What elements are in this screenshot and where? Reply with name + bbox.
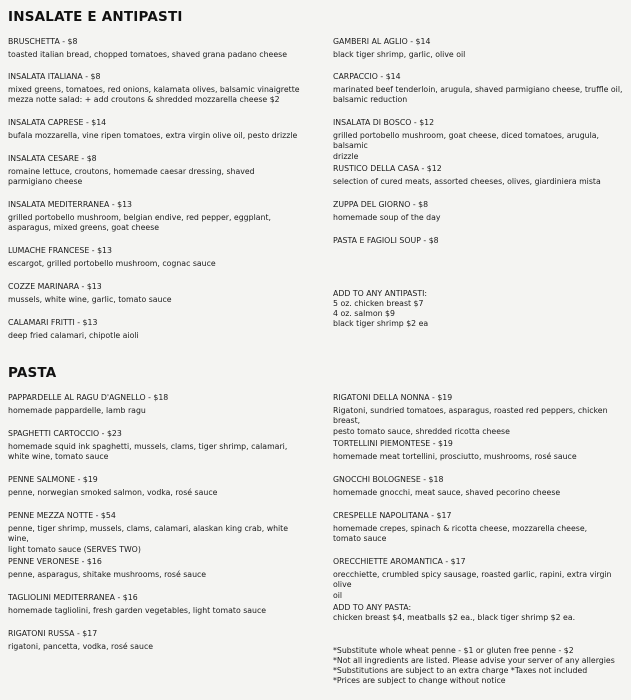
menu-item (333, 475, 625, 498)
section-title-antipasti: INSALATE E ANTIPASTI (8, 9, 183, 25)
footnote: *Substitutions are subject to an extra charge *Taxes not included (333, 666, 588, 675)
item-description: homemade gnocchi, meat sauce, shaved pecorino cheese (333, 487, 561, 497)
item-description: mussels, white wine, garlic, tomato sauce (8, 294, 172, 304)
item-description: romaine lettuce, croutons, homemade caesar dressing, shaved parmigiano cheese (8, 166, 255, 186)
item-description: homemade soup of the day (333, 212, 441, 222)
item-description: rigatoni, pancetta, vodka, rosé sauce (8, 641, 154, 651)
item-name: PASTA E FAGIOLI SOUP - $8 (333, 236, 439, 245)
menu-item (8, 475, 300, 498)
item-description: homemade crepes, spinach & ricotta cheese, mozzarella cheese, tomato sauce (333, 523, 588, 543)
item-description: grilled portobello mushroom, belgian endive, red pepper, eggplant, asparagus, mixed greens, goat cheese (8, 212, 271, 232)
item-description: toasted italian bread, chopped tomatoes, shaved grana padano cheese (8, 49, 287, 59)
menu-item (333, 37, 625, 60)
footnotes (333, 646, 625, 686)
menu-item (333, 557, 625, 601)
item-description: selection of cured meats, assorted cheeses, olives, giardiniera mista (333, 176, 601, 186)
item-description: marinated beef tenderloin, arugula, shaved parmigiano cheese, truffle oil, balsamic reduction (333, 84, 623, 104)
item-description: penne, asparagus, shitake mushrooms, rosé sauce (8, 569, 207, 579)
menu-item (333, 236, 625, 247)
item-name: BRUSCHETTA - $8 (8, 37, 78, 46)
menu-item (8, 72, 300, 106)
item-description: black tiger shrimp, garlic, olive oil (333, 49, 466, 59)
menu-item (8, 511, 300, 555)
item-name: CARPACCIO - $14 (333, 72, 401, 81)
menu-item (8, 282, 300, 305)
item-name: INSALATA DI BOSCO - $12 (333, 118, 435, 127)
addon-title: ADD TO ANY ANTIPASTI: (333, 289, 428, 298)
section-title-pasta: PASTA (8, 365, 57, 381)
item-name: TAGLIOLINI MEDITERRANEA - $16 (8, 593, 138, 602)
menu-item (333, 439, 625, 462)
item-description: grilled portobello mushroom, goat cheese, diced tomatoes, arugula, balsamic drizzle (333, 130, 600, 161)
item-name: ORECCHIETTE AROMANTICA - $17 (333, 557, 466, 566)
addon-title: ADD TO ANY PASTA: (333, 603, 412, 612)
menu-item (8, 629, 300, 652)
menu-item (8, 593, 300, 616)
addon-line: 4 oz. salmon $9 (333, 309, 395, 318)
item-name: CRESPELLE NAPOLITANA - $17 (333, 511, 452, 520)
menu-item (333, 200, 625, 223)
addon-block (333, 603, 625, 623)
item-name: INSALATA MEDITERRANEA - $13 (8, 200, 133, 209)
item-name: ZUPPA DEL GIORNO - $8 (333, 200, 429, 209)
item-name: INSALATA CESARE - $8 (8, 154, 97, 163)
item-name: TORTELLINI PIEMONTESE - $19 (333, 439, 453, 448)
footnote: *Prices are subject to change without notice (333, 676, 506, 685)
item-name: PENNE SALMONE - $19 (8, 475, 98, 484)
addon-line: 5 oz. chicken breast $7 (333, 299, 424, 308)
menu-item (333, 72, 625, 106)
item-name: RUSTICO DELLA CASA - $12 (333, 164, 442, 173)
menu-item (8, 154, 300, 188)
item-name: PENNE MEZZA NOTTE - $54 (8, 511, 116, 520)
item-description: Rigatoni, sundried tomatoes, asparagus, roasted red peppers, chicken breast, pesto tomato sauce, shredded ricotta cheese (333, 405, 608, 436)
menu-item (333, 118, 625, 162)
item-description: homemade squid ink spaghetti, mussels, clams, tiger shrimp, calamari, white wine, tomato sauce (8, 441, 288, 461)
menu-item (8, 429, 300, 463)
item-description: deep fried calamari, chipotle aioli (8, 330, 139, 340)
item-description: bufala mozzarella, vine ripen tomatoes, extra virgin olive oil, pesto drizzle (8, 130, 298, 140)
item-name: CALAMARI FRITTI - $13 (8, 318, 98, 327)
item-name: INSALATA ITALIANA - $8 (8, 72, 101, 81)
item-name: COZZE MARINARA - $13 (8, 282, 102, 291)
menu-item (8, 37, 300, 60)
item-description: homemade pappardelle, lamb ragu (8, 405, 146, 415)
footnote: *Substitute whole wheat penne - $1 or gluten free penne - $2 (333, 646, 574, 655)
item-description: orecchiette, crumbled spicy sausage, roasted garlic, rapini, extra virgin olive oil (333, 569, 612, 600)
menu-item (8, 557, 300, 580)
item-name: PAPPARDELLE AL RAGU D'AGNELLO - $18 (8, 393, 169, 402)
menu-item (333, 164, 625, 187)
item-name: RIGATONI RUSSA - $17 (8, 629, 98, 638)
menu-item (333, 511, 625, 545)
menu-item (8, 246, 300, 269)
addon-block (333, 289, 625, 329)
menu-item (8, 318, 300, 341)
item-description: mixed greens, tomatoes, red onions, kalamata olives, balsamic vinaigrette mezza notte salad: + add croutons & shredded mozzarella cheese $2 (8, 84, 300, 104)
item-name: RIGATONI DELLA NONNA - $19 (333, 393, 453, 402)
item-description: escargot, grilled portobello mushroom, cognac sauce (8, 258, 216, 268)
addon-line: black tiger shrimp $2 ea (333, 319, 429, 328)
footnote: *Not all ingredients are listed. Please advise your server of any allergies (333, 656, 615, 665)
menu-item (333, 393, 625, 437)
item-name: GAMBERI AL AGLIO - $14 (333, 37, 431, 46)
item-description: penne, norwegian smoked salmon, vodka, rosé sauce (8, 487, 218, 497)
item-description: homemade tagliolini, fresh garden vegetables, light tomato sauce (8, 605, 267, 615)
item-name: SPAGHETTI CARTOCCIO - $23 (8, 429, 122, 438)
item-description: homemade meat tortellini, prosciutto, mushrooms, rosé sauce (333, 451, 577, 461)
menu-item (8, 118, 300, 141)
item-description: penne, tiger shrimp, mussels, clams, calamari, alaskan king crab, white wine, light tomato sauce (SERVES TWO) (8, 523, 289, 554)
menu-item (8, 393, 300, 416)
item-name: INSALATA CAPRESE - $14 (8, 118, 107, 127)
menu-item (8, 200, 300, 234)
item-name: GNOCCHI BOLOGNESE - $18 (333, 475, 444, 484)
item-name: PENNE VERONESE - $16 (8, 557, 102, 566)
item-name: LUMACHE FRANCESE - $13 (8, 246, 112, 255)
addon-line: chicken breast $4, meatballs $2 ea., black tiger shrimp $2 ea. (333, 613, 576, 622)
